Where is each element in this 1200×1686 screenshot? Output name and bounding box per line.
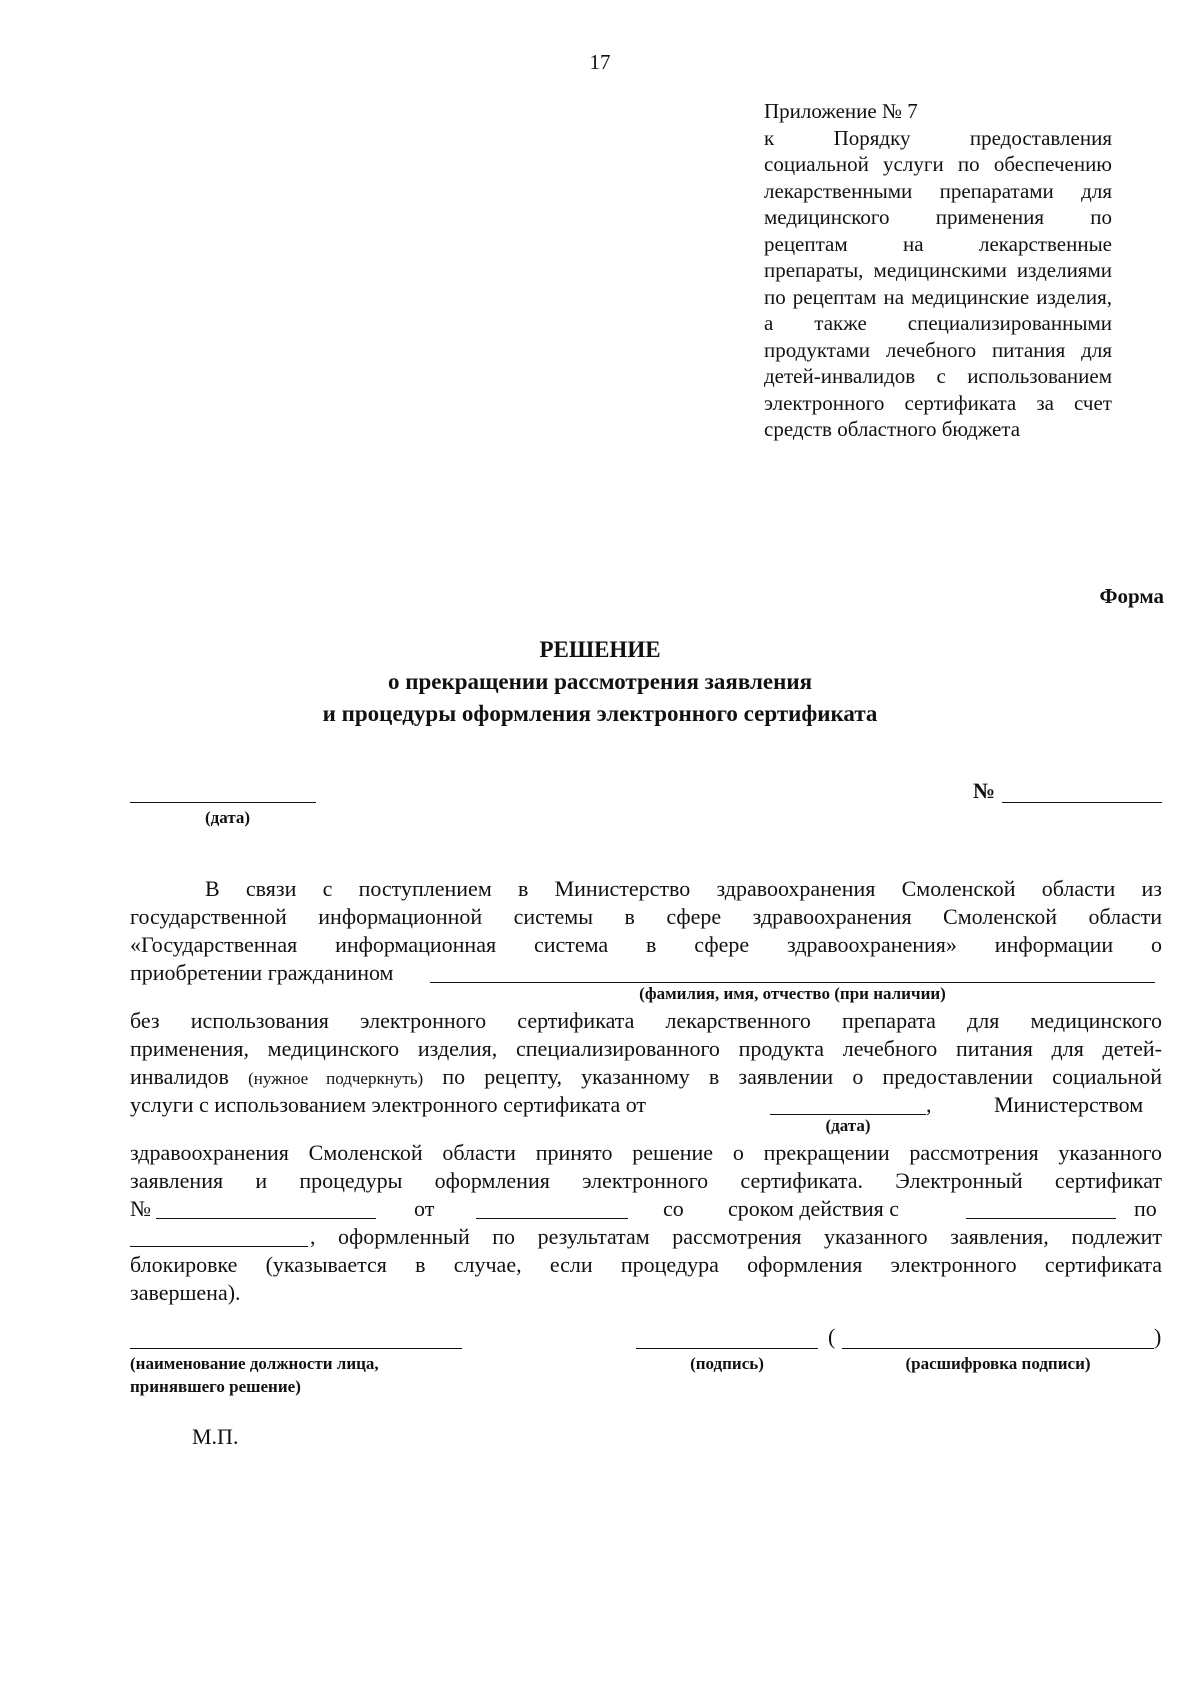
body-line-2: государственной информационной системы в сфере здравоохранения Смоленской области bbox=[130, 904, 1162, 929]
body-line-7 bbox=[130, 1064, 1162, 1092]
certificate-date-field[interactable] bbox=[476, 1218, 628, 1219]
page-number: 17 bbox=[589, 50, 611, 74]
term-to-label: по bbox=[1134, 1196, 1157, 1221]
position-field[interactable] bbox=[130, 1348, 462, 1349]
position-caption-1: (наименование должности лица, bbox=[130, 1354, 379, 1373]
date-field[interactable] bbox=[130, 802, 316, 803]
document-subtitle-2: и процедуры оформления электронного сертификата bbox=[322, 701, 878, 726]
body-line-7-end: по рецепту, указанному в заявлении о предоставлении социальной bbox=[442, 1064, 1163, 1089]
paren-close: ) bbox=[1154, 1324, 1162, 1349]
underline-note: (нужное подчеркнуть) bbox=[248, 1069, 424, 1088]
signature-decode-caption: (расшифровка подписи) bbox=[905, 1354, 1091, 1373]
document-subtitle-1: о прекращении рассмотрения заявления bbox=[387, 669, 813, 694]
body-line-6: применения, медицинского изделия, специализированного продукта лечебного питания для детей- bbox=[130, 1036, 1162, 1061]
annex-text: к Порядку предоставления социальной услуги по обеспечению лекарственными препаратами для медицинского применения по рецептам на лекарственные препараты, медицинскими изделиями по рецептам на медицинские изделия, а также специализированными продуктами лечебного питания для детей-инвалидов с использованием электронного сертификата за счет средств областного бюджета bbox=[764, 125, 1112, 441]
body-line-10: заявления и процедуры оформления электронного сертификата. Электронный сертификат bbox=[130, 1168, 1162, 1193]
certificate-term-label: сроком действия с bbox=[728, 1196, 899, 1221]
term-start-field[interactable] bbox=[966, 1218, 1116, 1219]
body-line-4: приобретении гражданином bbox=[130, 960, 394, 985]
term-end-field[interactable] bbox=[130, 1246, 308, 1247]
body-line-12: , оформленный по результатам рассмотрения указанного заявления, подлежит bbox=[310, 1224, 1162, 1249]
body-line-3: «Государственная информационная система в сфере здравоохранения» информации о bbox=[130, 932, 1162, 957]
fio-field[interactable] bbox=[430, 982, 1155, 983]
body-line-5: без использования электронного сертификата лекарственного препарата для медицинского bbox=[130, 1008, 1162, 1033]
body-line-8-comma: , bbox=[926, 1092, 932, 1117]
annex-title: Приложение № 7 bbox=[764, 99, 918, 123]
annex-block bbox=[764, 98, 1112, 443]
number-sign: № bbox=[973, 778, 996, 803]
document-title: РЕШЕНИЕ bbox=[539, 637, 661, 662]
stamp-place: М.П. bbox=[192, 1424, 239, 1449]
paren-open: ( bbox=[828, 1324, 836, 1349]
application-date-field[interactable] bbox=[770, 1114, 926, 1115]
body-line-7-start: инвалидов bbox=[130, 1064, 229, 1089]
certificate-from-label: от bbox=[414, 1196, 435, 1221]
fio-caption: (фамилия, имя, отчество (при наличии) bbox=[639, 984, 946, 1003]
signature-decode-field[interactable] bbox=[842, 1348, 1154, 1349]
position-caption-2: принявшего решение) bbox=[130, 1377, 301, 1396]
body-line-9: здравоохранения Смоленской области принято решение о прекращении рассмотрения указанного bbox=[130, 1140, 1162, 1165]
signature-field[interactable] bbox=[636, 1348, 818, 1349]
form-label: Форма bbox=[1099, 584, 1164, 608]
certificate-number-sign: № bbox=[130, 1196, 151, 1221]
date-caption: (дата) bbox=[205, 808, 251, 827]
body-line-14: завершена). bbox=[130, 1280, 241, 1305]
number-field[interactable] bbox=[1002, 802, 1162, 803]
certificate-number-field[interactable] bbox=[156, 1218, 376, 1219]
application-date-caption: (дата) bbox=[825, 1116, 871, 1135]
body-line-8-start: услуги с использованием электронного сертификата от bbox=[130, 1092, 647, 1117]
body-line-8-end: Министерством bbox=[994, 1092, 1144, 1117]
signature-caption: (подпись) bbox=[690, 1354, 764, 1373]
body-line-1: В связи с поступлением в Министерство здравоохранения Смоленской области из bbox=[205, 876, 1162, 901]
certificate-with-label: со bbox=[663, 1196, 684, 1221]
body-line-13: блокировке (указывается в случае, если процедура оформления электронного сертификата bbox=[130, 1252, 1162, 1277]
